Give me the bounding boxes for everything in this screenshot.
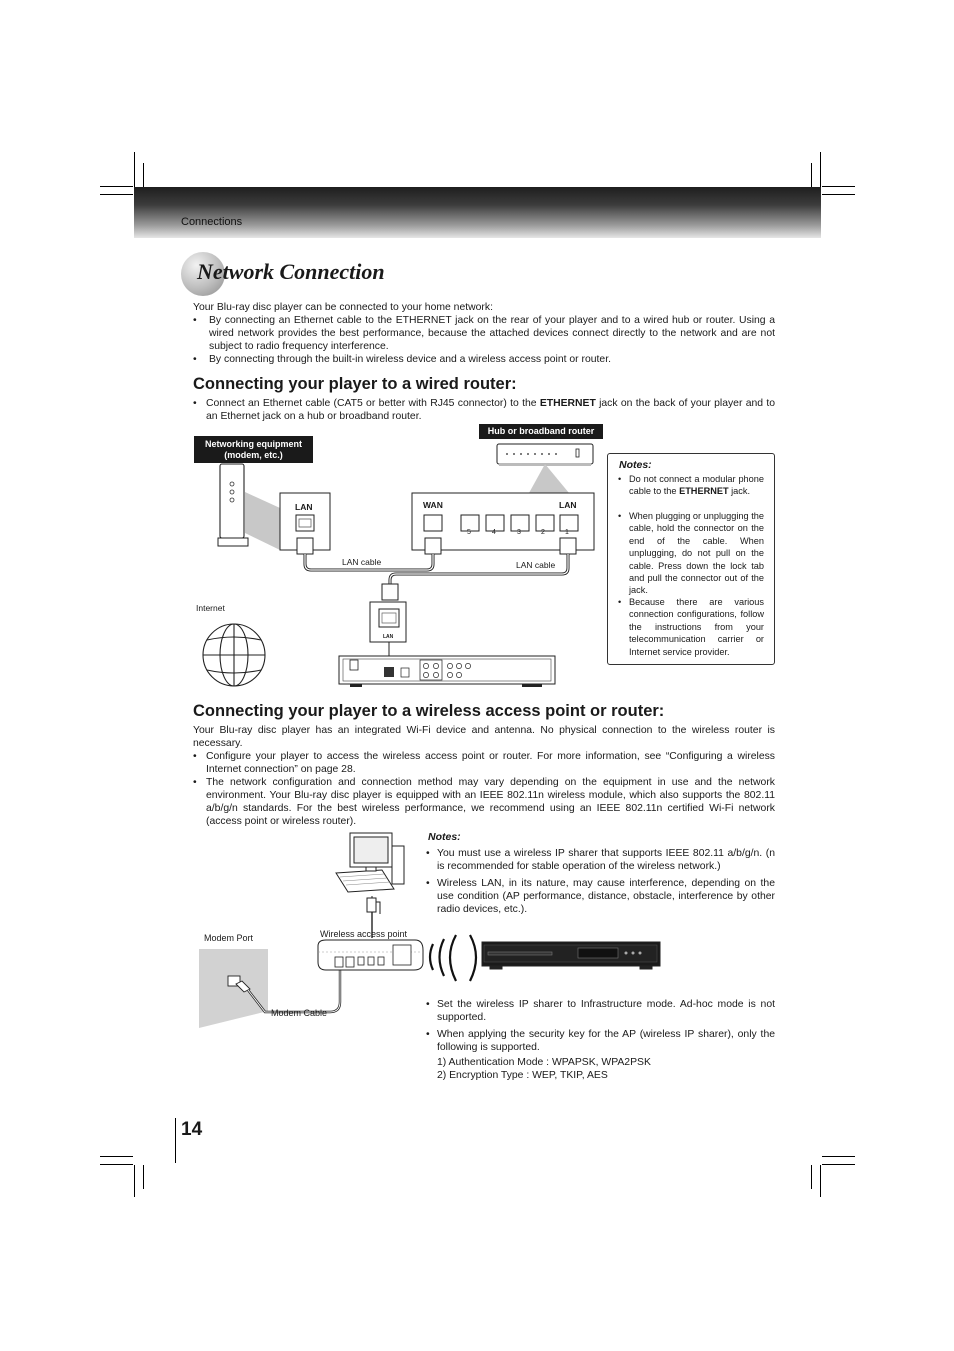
modem-port-label: Modem Port [204, 933, 254, 943]
wired-bullet-post: jack on the back of your player and to an Ethernet jack on a hub or broadband router. [206, 398, 775, 422]
hub-callout [529, 464, 569, 493]
crop-mark [822, 194, 855, 195]
crop-mark [143, 163, 144, 187]
player-lan-label: LAN [383, 634, 394, 640]
bullet-dot: • [193, 315, 197, 326]
wired-bullet-text [206, 397, 775, 423]
crop-mark [100, 1156, 133, 1157]
wireless-note-text: You must use a wireless IP sharer that supports IEEE 802.11 a/b/g/n. (n is recommended for stable operation of the wireless network.) [437, 848, 775, 872]
wired-heading: Connecting your player to a wired router: [193, 375, 517, 393]
port-number: 2 [541, 529, 545, 536]
wireless-note-text: Set the wireless IP sharer to Infrastructure mode. Ad-hoc mode is not supported. [437, 999, 775, 1023]
modem-lan-label: LAN [295, 502, 313, 512]
wireless-access-point-label: Wireless access point [320, 929, 408, 939]
wired-bullet-pre: Connect an Ethernet cable (CAT5 or better with RJ45 connector) to the [206, 398, 540, 409]
wireless-bullet [193, 776, 775, 829]
port-number: 1 [565, 529, 569, 536]
wireless-bullet [193, 750, 775, 777]
wireless-bullet-text: Configure your player to access the wireless access point or router. For more information, see “Configuring a wireless Internet connection” on page 28. [206, 751, 775, 775]
wireless-diagram [195, 830, 665, 1030]
computer-icon [336, 833, 404, 892]
section-label: Connections [181, 216, 243, 228]
crop-mark [822, 186, 855, 187]
port-number: 5 [467, 529, 471, 536]
wireless-note [426, 1028, 775, 1055]
bullet-dot: • [618, 474, 622, 484]
crop-mark [100, 194, 133, 195]
crop-mark [811, 1165, 812, 1189]
intro-bullet-text: By connecting an Ethernet cable to the ETHERNET jack on the rear of your player and to a wired hub or router. Using a wired network provides the best performance, because the attached devices connect directly to the network and are not subject to radio frequency interference. [209, 315, 775, 352]
router-lan-label: LAN [559, 500, 577, 510]
wireless-signal-icon [430, 935, 476, 981]
crop-mark [134, 1165, 135, 1197]
intro-lead: Your Blu-ray disc player can be connected to your home network: [193, 302, 493, 313]
modem-callout [245, 492, 280, 550]
lan-cable-label-left: LAN cable [342, 557, 382, 567]
wired-note-text: Because there are various connection configurations, follow the instructions from your telecommunication carrier or Internet service provider. [629, 597, 764, 657]
bullet-dot: • [193, 354, 197, 365]
wired-note-text: When plugging or unplugging the cable, hold the connector on the end of the cable. When unplugging, do not pull on the cable. Press down the lock tab and pull the connector out of the jack. [629, 511, 764, 596]
port-number: 4 [492, 529, 496, 536]
modem-device [220, 464, 244, 538]
wired-note [618, 596, 764, 660]
header-band [134, 187, 821, 238]
networking-equipment-line2: (modem, etc.) [224, 450, 283, 460]
bullet-dot: • [426, 848, 430, 859]
crop-mark [822, 1156, 855, 1157]
crop-mark [822, 1164, 855, 1165]
hub-device [497, 444, 593, 464]
bullet-dot: • [193, 398, 197, 409]
wireless-notes-title: Notes: [428, 831, 461, 843]
crop-mark [143, 1165, 144, 1189]
networking-equipment-line1: Networking equipment [204, 439, 302, 449]
page-title: Network Connection [197, 259, 385, 284]
player-rear [339, 656, 555, 684]
crop-mark [100, 1164, 133, 1165]
page-number: 14 [181, 1119, 203, 1140]
intro-bullet-text: By connecting through the built-in wireless device and a wireless access point or router. [209, 354, 611, 365]
wireless-heading: Connecting your player to a wireless access point or router: [193, 702, 665, 720]
intro-bullet [193, 314, 775, 354]
internet-label: Internet [196, 603, 225, 613]
lan-cable-label-right: LAN cable [516, 560, 556, 570]
bullet-dot: • [426, 878, 430, 889]
wired-note [618, 510, 764, 596]
bullet-dot: • [618, 511, 622, 521]
note1-post: jack. [728, 486, 751, 497]
wired-notes-title: Notes: [619, 459, 652, 471]
hub-router-label: Hub or broadband router [479, 424, 603, 439]
ethernet-bold: ETHERNET [539, 398, 596, 409]
crop-mark [134, 152, 135, 187]
internet-globe [203, 624, 265, 686]
modem-cable-label: Modem Cable [271, 1008, 328, 1018]
wired-note-text [629, 473, 764, 498]
wireless-note-text: When applying the security key for the AP (wireless IP sharer), only the following is supported. [437, 1029, 775, 1053]
bluray-player [482, 942, 660, 969]
note1-pre: Do not connect a modular phone cable to the [629, 474, 764, 497]
wired-note [618, 473, 764, 511]
bullet-dot: • [426, 999, 430, 1010]
note1-bold: ETHERNET [679, 486, 729, 497]
bullet-dot: • [618, 597, 622, 607]
wired-bullet [193, 397, 775, 425]
wireless-note-text: Wireless LAN, in its nature, may cause interference, depending on the use condition (AP performance, distance, obstacle, interference by other radio devices, etc.). [437, 878, 775, 915]
page-number-rule [175, 1118, 176, 1163]
crop-mark [811, 163, 812, 187]
wireless-bullet-text: The network configuration and connection method may vary depending on the equipment in use and the network environment. Your Blu-ray disc player is equipped with an IEEE 802.11n wireless module, which also supports the 802.11 a/b/g/n standards. For the best wireless performance, we recommend using an IEEE 802.11n certified Wi-Fi network (access point or wireless router). [206, 777, 775, 827]
modem-port-wall [199, 949, 268, 1028]
port-number: 3 [517, 529, 521, 536]
bullet-dot: • [426, 1029, 430, 1040]
bullet-dot: • [193, 777, 197, 788]
router-wan-label: WAN [423, 500, 443, 510]
crop-mark [820, 1165, 821, 1197]
crop-mark [820, 152, 821, 187]
encryption-type-line: 2) Encryption Type : WEP, TKIP, AES [437, 1070, 608, 1081]
intro-bullet [193, 353, 775, 367]
auth-mode-line: 1) Authentication Mode : WPAPSK, WPA2PSK [437, 1057, 651, 1068]
crop-mark [100, 186, 133, 187]
wireless-lead: Your Blu-ray disc player has an integrated Wi-Fi device and antenna. No physical connection to the wireless router is necessary. [193, 725, 775, 749]
bullet-dot: • [193, 751, 197, 762]
